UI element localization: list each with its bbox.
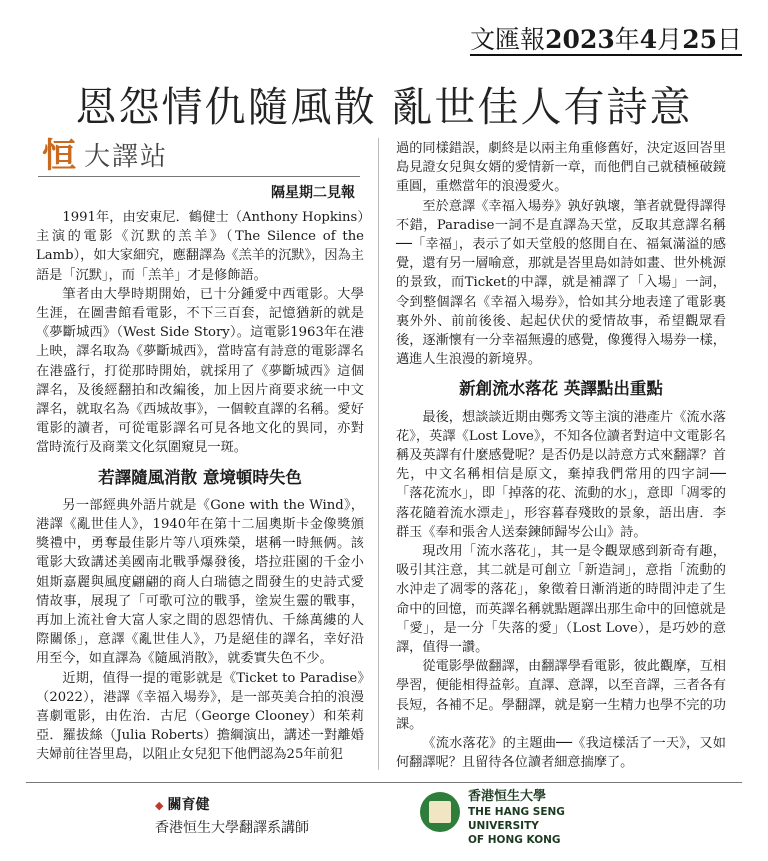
article-headline: 恩怨情仇隨風散 亂世佳人有詩意 [75,83,693,131]
right-column [396,139,726,773]
university-name-zh: 香港恒生大學 [468,789,547,804]
paragraph: 最後，想談談近期由鄭秀文等主演的港產片《流水落花》，英譯《Lost Love》，不知各位讀者對這中文電影名稱及英譯有什麼感覺呢？是否仍是以詩意方式來翻譯？首先，中文名稱相信是原文，棄掉我們常用的四字詞──「落花流水」，即「掉落的花、流動的水」，意即「凋零的落花隨着流水漂走」，形容暮春殘敗的景象，語出唐．李群玉《奉和張舍人送秦鍊師歸岑公山》詩。 [396,409,726,540]
diamond-icon: ◆ [155,799,164,812]
date-day-suffix: 日 [716,25,742,54]
column-logo [38,136,360,177]
footer-divider [26,782,742,783]
publication-date [470,26,742,56]
paragraph: 過的同樣錯誤，劇終是以兩主角重修舊好，決定返回峇里島見證女兒與女婿的愛情新一章，而他們自己就積極破鏡重圓，重燃當年的浪漫愛火。 [396,141,726,195]
university-logo [420,789,620,846]
paragraph: 《流水落花》的主題曲──《我這樣活了一天》，又如何翻譯呢？且留待各位讀者細意揣摩了。 [396,736,726,771]
university-name-en-line1: THE HANG SENG UNIVERSITY [468,806,565,832]
university-name [468,790,620,847]
date-day: 25 [682,25,717,54]
university-seal-icon [420,792,460,832]
author-name: 關育健 [167,797,210,813]
paragraph: 筆者由大學時期開始，已十分鍾愛中西電影。大學生涯，在圖書館看電影，不下三百套，記憶猶新的就是《夢斷城西》（West Side Story）。這電影1963年在港上映，譯名取為《夢斷城西》，當時富有詩意的電影譯名在港盛行，打從那時開始，就採用了《夢斷城西》這個譯名，及後經翻拍和改編後，加上因片商要求統一中文譯名，就取名為《西城故事》，一個較直譯的名稱。愛好電影的讀者，可從電影譯名可見各地文化的異同，亦對當時流行及商業文化氛圍窺見一斑。 [36,286,364,456]
university-name-en-line2: OF HONG KONG [468,834,561,846]
date-year-suffix: 年 [614,25,640,54]
left-column [36,208,364,765]
column-logo-text: 大譯站 [84,142,169,172]
paragraph: 另一部經典外語片就是《Gone with the Wind》，港譯《亂世佳人》，1940年在第十二屆奧斯卡金像獎頒獎禮中，勇奪最佳影片等八項殊榮，堪稱一時無俩。該電影大致講述美國南北戰爭爆發後，塔拉莊園的千金小姐斯嘉麗與風度翩翩的商人白瑞德之間發生的史詩式愛情故事，展現了「可歌可泣的戰爭，塗炭生靈的戰事，再加上流社會大富人家之間的恩怨情仇、千絲萬縷的人際關係」，意譯《亂世佳人》，乃是絕佳的譯名，幸好沿用至今，如直譯為《隨風消散》，就委實失色不少。 [36,497,364,667]
paragraph: 從電影學做翻譯，由翻譯學看電影，彼此觀摩，互相學習，便能相得益彰。直譯、意譯，以至音譯，三者各有長短，各補不足。學翻譯，就是窮一生精力也學不完的功課。 [396,659,726,732]
paragraph: 1991年，由安東尼．鶴健士（Anthony Hopkins）主演的電影《沉默的羔羊》（The Silence of the Lamb），如大家細究，應翻譯為《羔羊的沉默》，因為主語是「沉默」，而「羔羊」才是修飾語。 [36,210,364,283]
date-year: 2023 [545,25,615,54]
subheading: 若譯隨風消散 意境頓時失色 [98,467,302,487]
paper-name: 文匯報 [470,25,546,54]
subheading: 新創流水落花 英譯點出重點 [459,379,663,399]
column-logo-char: 恒 [42,136,76,176]
column-divider [378,138,379,770]
author-byline [155,794,309,839]
paragraph: 至於意譯《幸福入場券》孰好孰壞，筆者就覺得譯得不錯，Paradise一詞不是直譯為天堂，反取其意譯名稱──「幸福」，表示了如天堂般的悠閒自在、福氣滿溢的感覺，還有另一層喻意，那就是峇里島如詩如畫、世外桃源的景致，而Ticket的中譯，就是補譯了「入場」一詞，令到整個譯名《幸福入場券》，恰如其分地表達了電影裏裏外外、前前後後、起起伏伏的愛情故事，希望觀眾看後，逐漸懷有一分幸福無邊的感覺，像獲得入場券一樣，邁進人生浪漫的新境界。 [396,198,726,368]
author-title: 香港恒生大學翻譯系講師 [155,820,309,836]
paragraph: 近期，值得一提的電影就是《Ticket to Paradise》（2022），港譯《幸福入場券》，是一部英美合拍的浪漫喜劇電影，由佐治．古尼（George Clooney）和茱莉亞．羅拔絲（Julia Roberts）擔綱演出，講述一對離婚夫婦前往峇里島，以阻止女兒犯下他們認為25年前犯 [36,670,364,763]
paragraph: 現改用「流水落花」，其一是令觀眾感到新奇有趣，吸引其注意，其二就是可創立「新造詞」，意指「流動的水沖走了凋零的落花」，象徵着日漸消逝的時間沖走了生命中的回憶，而英譯名稱就點題譯出那生命中的回憶就是「愛」，是一分「失落的愛」（Lost Love），是巧妙的意譯，值得一讚。 [396,544,726,656]
date-month-suffix: 月 [657,25,683,54]
date-month: 4 [639,25,658,54]
column-schedule: 隔星期二見報 [271,185,355,201]
